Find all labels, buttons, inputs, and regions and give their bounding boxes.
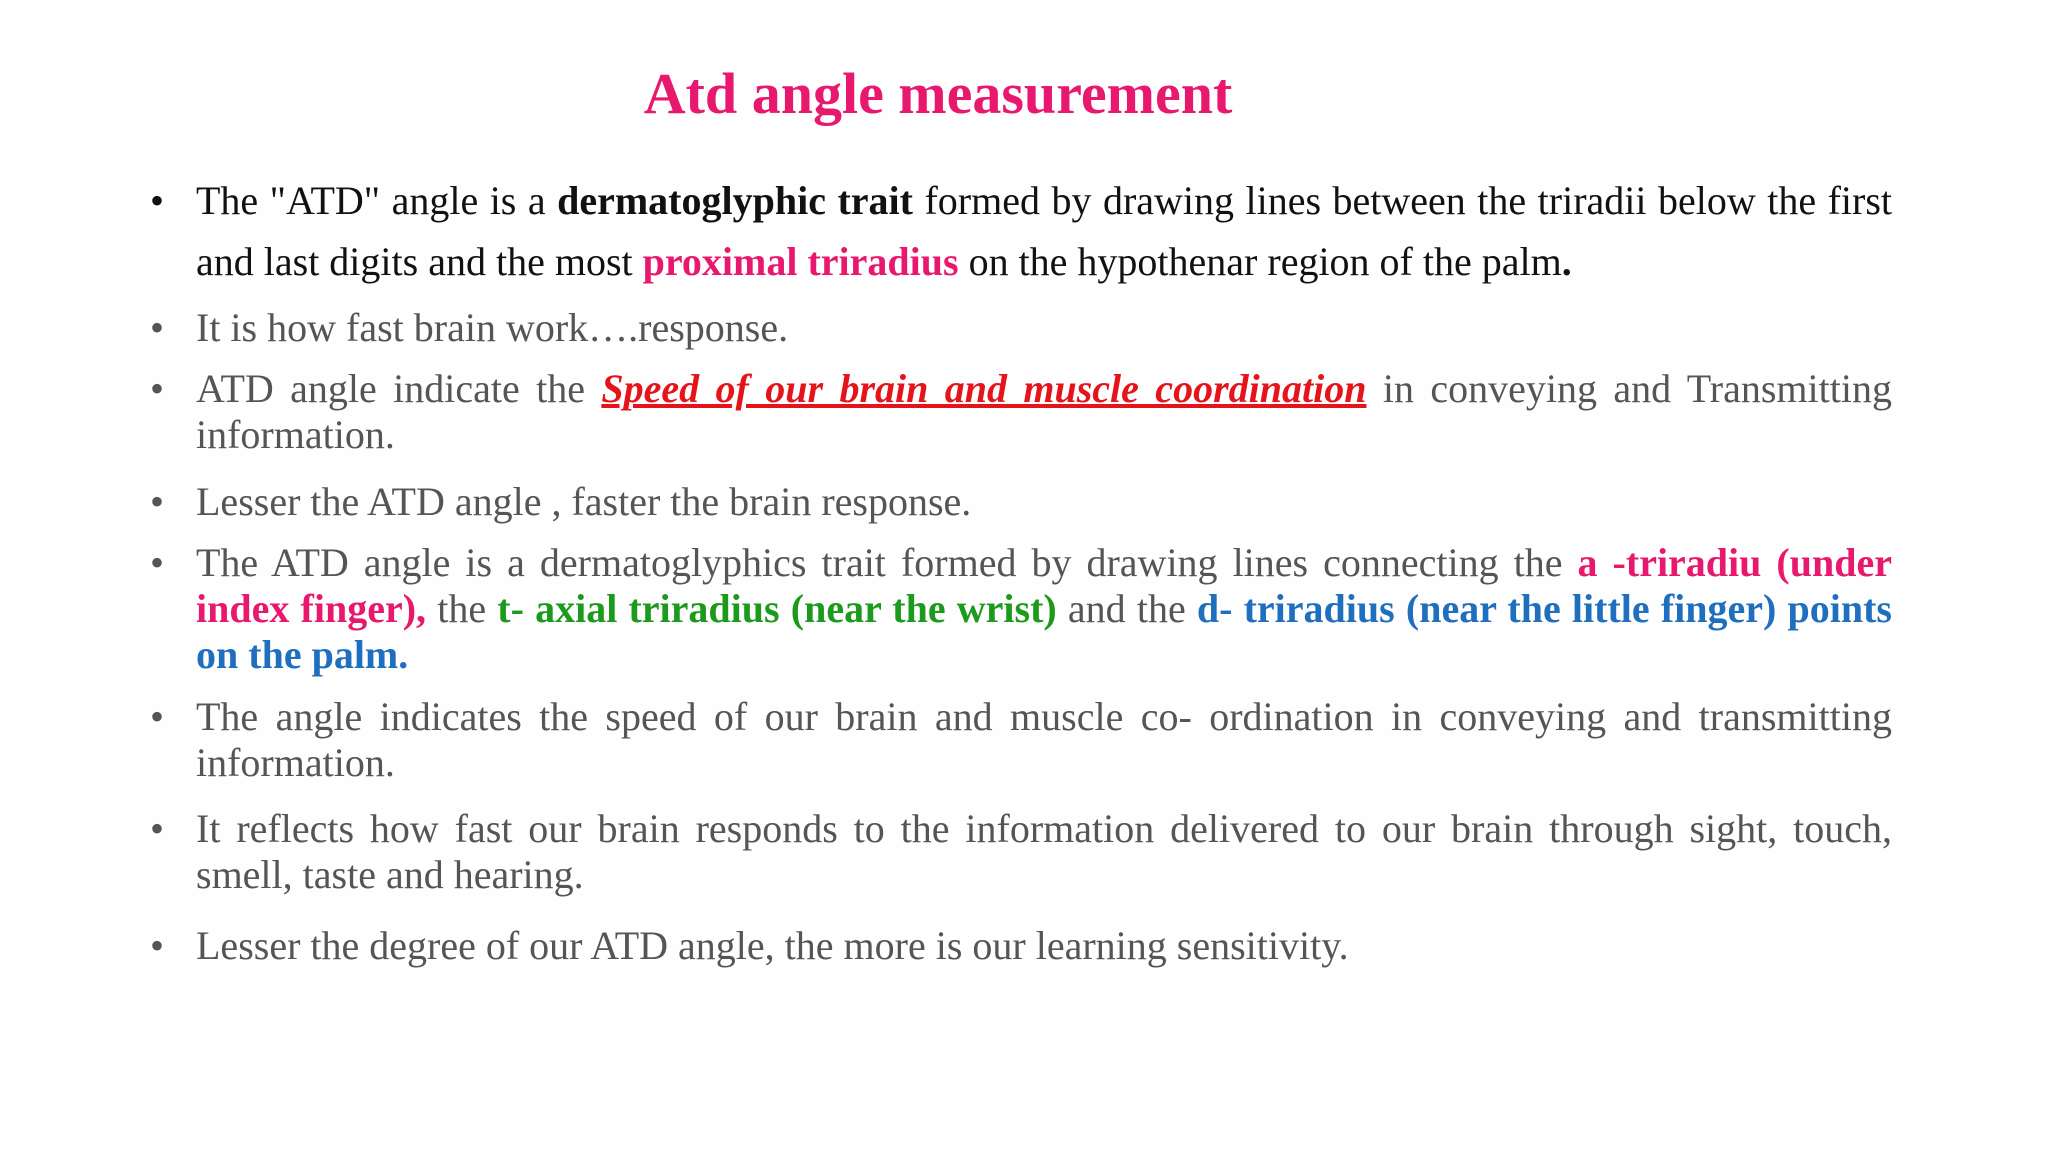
bullet-text: Lesser the degree of our ATD angle, the more is our learning sensitivity. [196, 923, 1349, 968]
bullet-text: The angle indicates the speed of our brain and muscle co- ordination in conveying and transmitting information. [196, 694, 1892, 785]
bullet-marker: • [150, 806, 165, 851]
bullet-highlight-red: Speed of our brain and muscle coordination [601, 366, 1367, 411]
bullet-text: The ATD angle is a dermatoglyphics trait formed by drawing lines connecting the [196, 540, 1578, 585]
bullet-marker: • [150, 178, 165, 223]
bullet-emphasis: dermatoglyphic trait [557, 178, 913, 223]
bullet-text: The "ATD" angle is a [196, 178, 558, 223]
bullet-text: Lesser the ATD angle , faster the brain response. [196, 479, 972, 524]
bullet-marker: • [150, 305, 165, 350]
bullet-marker: • [150, 694, 165, 739]
bullet-item [150, 918, 1892, 974]
bullet-text: formed by drawing lines between the triradii below the first and last digits and the most [196, 178, 1893, 284]
bullet-highlight-pink: proximal triradius [642, 239, 959, 284]
bullet-text: It is how fast brain work….response. [196, 305, 789, 350]
bullet-item [150, 540, 1892, 678]
bullet-item [150, 170, 1892, 292]
bullet-highlight-pink: a -triradiu (under index finger), [196, 540, 1892, 631]
bullet-highlight-blue: d- triradius (near the little finger) points on the palm. [196, 586, 1892, 677]
bullet-marker: • [150, 540, 165, 585]
bullet-period: . [1561, 239, 1572, 284]
bullet-marker: • [150, 923, 165, 968]
bullet-item [150, 806, 1892, 898]
bullet-item [150, 474, 1892, 530]
bullet-list [150, 170, 1892, 974]
bullet-highlight-green: t- axial triradius (near the wrist) [497, 586, 1057, 631]
bullet-item [150, 298, 1892, 358]
bullet-text: ATD angle indicate the [196, 366, 602, 411]
slide-title: Atd angle measurement [643, 61, 1233, 126]
bullet-text: the [426, 586, 498, 631]
bullet-text: in conveying and Transmitting information. [196, 366, 1892, 457]
bullet-item [150, 694, 1892, 786]
bullet-item [150, 366, 1892, 458]
bullet-text: on the hypothenar region of the palm [958, 239, 1562, 284]
bullet-text: It reflects how fast our brain responds to the information delivered to our brain through sight, touch, smell, taste and hearing. [196, 806, 1892, 897]
bullet-marker: • [150, 479, 165, 524]
bullet-text: and the [1056, 586, 1197, 631]
bullet-marker: • [150, 366, 165, 411]
